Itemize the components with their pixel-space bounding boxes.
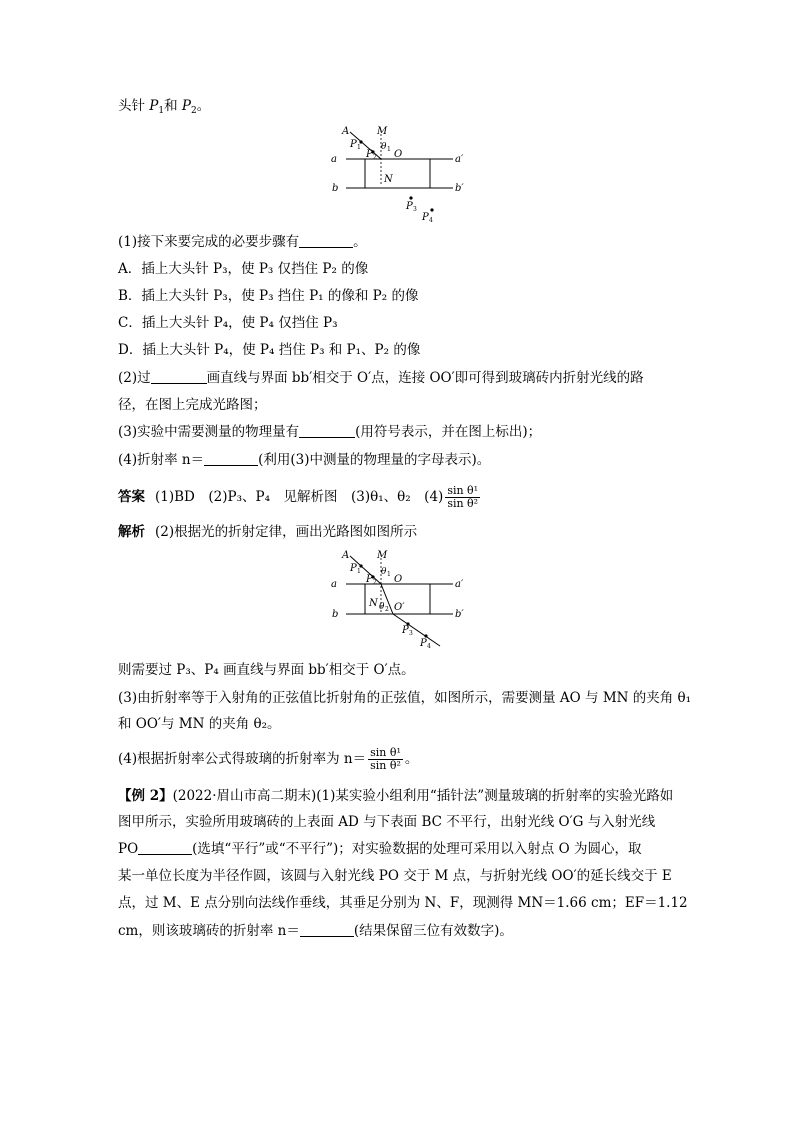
label-P4-sub: 4 [429, 217, 433, 224]
pin-p4 [430, 208, 433, 211]
label-theta1: θ [381, 567, 387, 577]
example-2-line-4: 某一单位长度为半径作圆，该圆与入射光线 PO 交于 M 点，与折射光线 OO′的延长线交于 E [118, 868, 672, 884]
answer-line: 答案 (1)BD (2)P₃、P₄ 见解析图 (3)θ₁、θ₂ (4) $\frac{\text{sin θ¹}}{\text{sin θ²}}$ [118, 484, 479, 510]
label-A: A [342, 126, 350, 137]
label-b: b [332, 609, 339, 620]
label-P2: P [366, 574, 373, 585]
question-4: (4)折射率 n＝ (利用(3)中测量的物理量的字母表示)。 [118, 452, 491, 468]
label-O: O [394, 574, 403, 585]
question-2: (2)过 画直线与界面 bb′相交于 O′点，连接 OO′即可得到玻璃砖内折射光线的路 [118, 370, 644, 386]
label-P3-sub: 3 [413, 206, 417, 213]
option-a: A．插上大头针 P₃，使 P₃ 仅挡住 P₂ 的像 [118, 261, 369, 277]
analysis-line-4: 和 OO′与 MN 的夹角 θ₂。 [118, 716, 281, 732]
example-2-line-1: 【例 2】(2022·眉山市高二期末)(1)某实验小组利用“插针法”测量玻璃的折射率的实验光路如 [118, 788, 674, 804]
label-A: A [342, 550, 350, 561]
analysis-line-1: 解析 (2)根据光的折射定律，画出光路图如图所示 [118, 524, 418, 540]
label-theta2: θ [379, 602, 385, 612]
label-P3-sub: 3 [409, 630, 413, 637]
analysis-line-2: 则需要过 P₃、P₄ 画直线与界面 bb′相交于 O′点。 [118, 662, 415, 678]
label-P4: P [420, 638, 427, 649]
label-theta1-sub: 1 [387, 146, 391, 153]
answer-blank [138, 840, 192, 855]
analysis-line-3: (3)由折射率等于入射角的正弦值比折射角的正弦值，如图所示，需要测量 AO 与 MN 的夹角 θ₁ [118, 690, 692, 706]
label-P4-sub: 4 [427, 643, 431, 650]
label-theta2-sub: 2 [385, 606, 389, 613]
option-d: D．插上大头针 P₄，使 P₄ 挡住 P₃ 和 P₁、P₂ 的像 [118, 342, 421, 358]
option-b: B．插上大头针 P₃，使 P₃ 挡住 P₁ 的像和 P₂ 的像 [118, 288, 419, 304]
label-P2-sub: 2 [373, 579, 377, 586]
label-N: N [369, 598, 378, 609]
answer-blank [300, 922, 354, 937]
answer-blank [299, 423, 355, 438]
answer-blank [204, 451, 258, 466]
label-b: b [332, 183, 339, 194]
label-P1-sub: 1 [357, 568, 361, 575]
emergent-ray [393, 614, 440, 646]
label-P4: P [422, 212, 429, 223]
label-O: O [394, 149, 403, 160]
question-2-cont: 径，在图上完成光路图； [118, 397, 267, 413]
glass-block [365, 159, 430, 188]
question-3: (3)实验中需要测量的物理量有 (用符号表示，并在图上标出)； [118, 424, 542, 440]
label-a-prime: a′ [455, 154, 464, 165]
example-2-line-3: PO (选填“平行”或“不平行”)；对实验数据的处理可采用以入射点 O 为圆心，取 [118, 841, 642, 857]
label-theta1-sub: 1 [387, 571, 391, 578]
label-P3: P [406, 201, 413, 212]
pin-p3 [409, 196, 412, 199]
label-P3: P [402, 625, 409, 636]
example-2-line-6: cm，则该玻璃砖的折射率 n＝ (结果保留三位有效数字)。 [118, 923, 513, 939]
label-a: a [331, 579, 337, 590]
label-P1: P [350, 139, 357, 150]
figure-1-diagram [328, 124, 478, 224]
intro-line: 头针 $P_1$和 $P_2$。 [118, 98, 211, 116]
label-P2: P [366, 149, 373, 160]
label-P1-sub: 1 [357, 144, 361, 151]
example-2-line-2: 图甲所示，实验所用玻璃砖的上表面 AD 与下表面 BC 不平行，出射光线 O′G 与入射光线 [118, 814, 656, 830]
answer-blank [299, 233, 353, 248]
analysis-line-5: (4)根据折射率公式得玻璃的折射率为 n＝ $\frac{\text{sin θ¹}}{\text{sin θ²}}$ 。 [118, 746, 419, 772]
answer-fraction: $\frac{\text{sin θ¹}}{\text{sin θ²}}$ [447, 484, 479, 510]
answer-blank [151, 369, 207, 384]
label-M: M [377, 550, 388, 561]
example-2-line-5: 点，过 M、E 点分别向法线作垂线，其垂足分别为 N、F，现测得 MN＝1.66 cm；EF＝1.12 [118, 895, 688, 911]
figure-2-diagram [328, 548, 478, 654]
label-b-prime: b′ [455, 183, 464, 194]
label-N: N [384, 174, 393, 185]
label-P1: P [350, 563, 357, 574]
label-theta1: θ [381, 142, 387, 152]
analysis-fraction: $\frac{\text{sin θ¹}}{\text{sin θ²}}$ [370, 746, 401, 772]
label-O-prime: O′ [394, 602, 405, 613]
label-a-prime: a′ [455, 579, 464, 590]
label-a: a [331, 154, 337, 165]
question-1: (1)接下来要完成的必要步骤有 。 [118, 234, 367, 250]
label-P2-sub: 2 [373, 154, 377, 161]
option-c: C．插上大头针 P₄，使 P₄ 仅挡住 P₃ [118, 315, 338, 331]
label-b-prime: b′ [455, 609, 464, 620]
label-M: M [377, 126, 388, 137]
